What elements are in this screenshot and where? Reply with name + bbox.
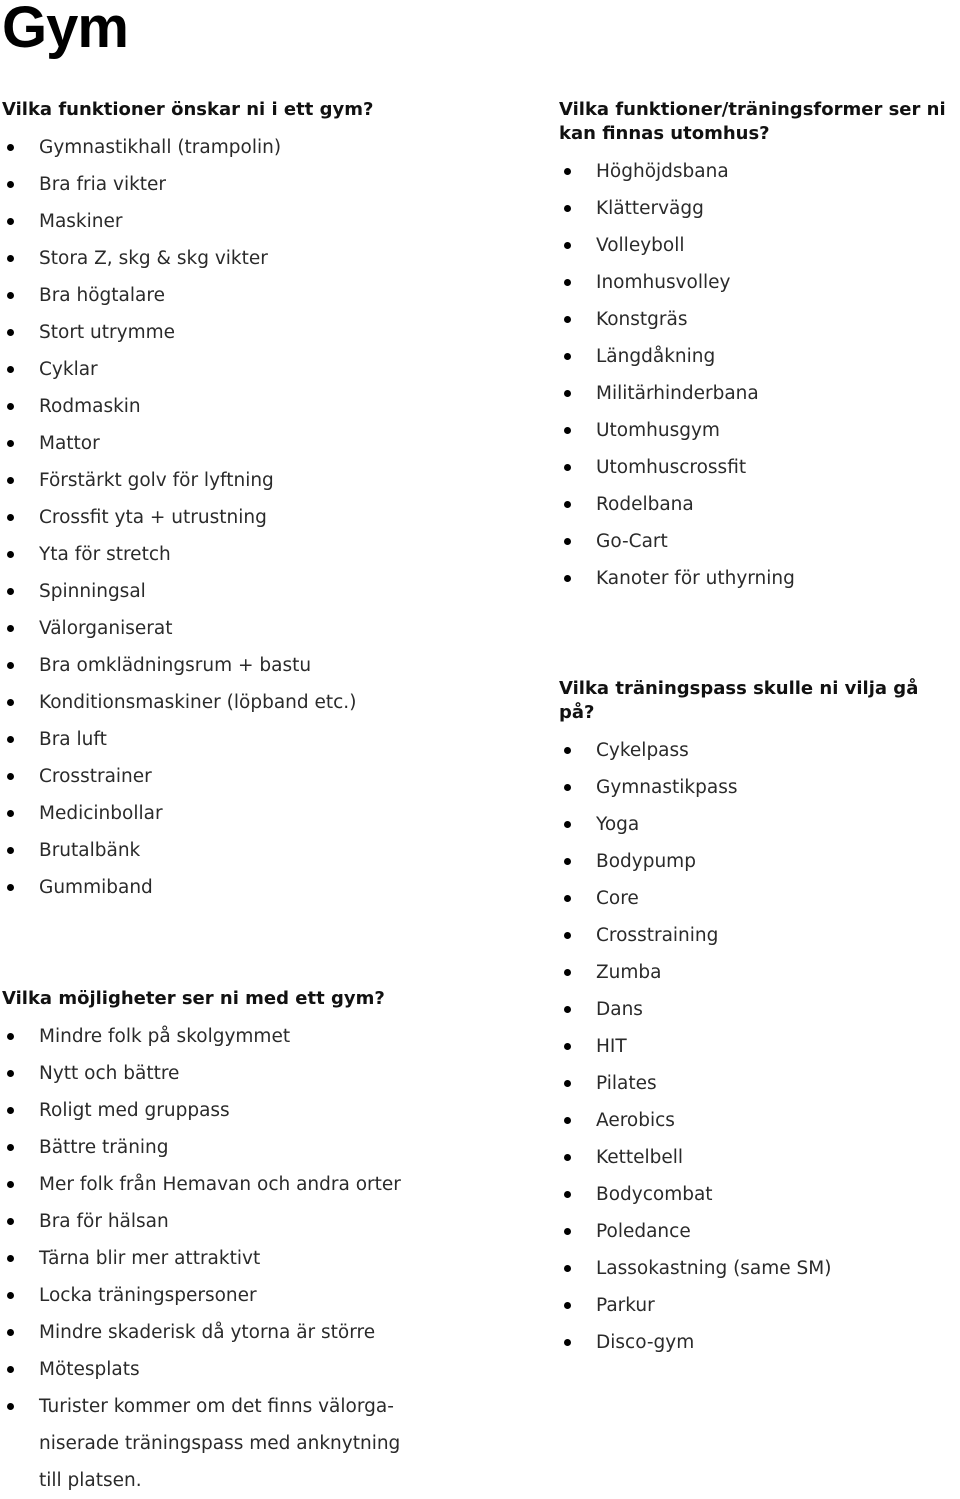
list-item: Bra högtalare (2, 277, 542, 314)
list-item: Längdåkning (559, 338, 959, 375)
list-item: Yoga (559, 806, 959, 843)
list-item: Locka träningspersoner (2, 1277, 542, 1314)
list-item: Zumba (559, 954, 959, 991)
list-item: Medicinbollar (2, 795, 542, 832)
list-item: Mötesplats (2, 1351, 542, 1388)
list-item: Go-Cart (559, 523, 959, 560)
list-item: Spinningsal (2, 573, 542, 610)
bullet-list-tail (2, 1388, 542, 1499)
list-item: Höghöjdsbana (559, 153, 959, 190)
list-item: Cyklar (2, 351, 542, 388)
section-training-classes (559, 677, 959, 1361)
bullet-list (2, 1018, 542, 1388)
list-item: Kanoter för uthyrning (559, 560, 959, 597)
list-item-line: till platsen. (39, 1470, 142, 1491)
list-item: Utomhuscrossfit (559, 449, 959, 486)
list-item: Konstgräs (559, 301, 959, 338)
section-heading: Vilka funktioner/träningsformer ser ni kan finnas utomhus? (559, 99, 946, 144)
list-item: Cykelpass (559, 732, 959, 769)
list-item: Crossfit yta + utrustning (2, 499, 542, 536)
list-item: Klättervägg (559, 190, 959, 227)
list-item: Bodypump (559, 843, 959, 880)
list-item-line: niserade träningspass med anknytning (39, 1433, 401, 1454)
list-item: Stora Z, skg & skg vikter (2, 240, 542, 277)
list-item: Roligt med gruppass (2, 1092, 542, 1129)
list-item: Gymnastikhall (trampolin) (2, 129, 542, 166)
list-item: Dans (559, 991, 959, 1028)
section-gym-possibilities (2, 987, 542, 1499)
bullet-list (559, 153, 959, 597)
list-item (2, 1388, 542, 1499)
list-item: Tärna blir mer attraktivt (2, 1240, 542, 1277)
bullet-list (2, 129, 542, 906)
bullet-list (559, 732, 959, 1361)
list-item: Crosstraining (559, 917, 959, 954)
section-heading: Vilka möjligheter ser ni med ett gym? (2, 988, 385, 1009)
list-item: Mindre folk på skolgymmet (2, 1018, 542, 1055)
list-item: Yta för stretch (2, 536, 542, 573)
list-item: Gymnastikpass (559, 769, 959, 806)
list-item: Bra luft (2, 721, 542, 758)
list-item: Konditionsmaskiner (löpband etc.) (2, 684, 542, 721)
list-item: Brutalbänk (2, 832, 542, 869)
list-item: Core (559, 880, 959, 917)
list-item: Gummiband (2, 869, 542, 906)
list-item: Crosstrainer (2, 758, 542, 795)
list-item-line: Turister kommer om det finns välorga- (39, 1396, 394, 1417)
list-item: Nytt och bättre (2, 1055, 542, 1092)
list-item: Poledance (559, 1213, 959, 1250)
list-item: Rodelbana (559, 486, 959, 523)
section-heading: Vilka träningspass skulle ni vilja gå på? (559, 678, 919, 723)
list-item: Bodycombat (559, 1176, 959, 1213)
list-item: Stort utrymme (2, 314, 542, 351)
page-title: Gym (2, 0, 128, 60)
list-item: Mattor (2, 425, 542, 462)
list-item: Disco-gym (559, 1324, 959, 1361)
list-item: Välorganiserat (2, 610, 542, 647)
list-item: Inomhusvolley (559, 264, 959, 301)
list-item: Bättre träning (2, 1129, 542, 1166)
list-item: Utomhusgym (559, 412, 959, 449)
list-item: Kettelbell (559, 1139, 959, 1176)
list-item: Volleyboll (559, 227, 959, 264)
section-heading: Vilka funktioner önskar ni i ett gym? (2, 99, 374, 120)
section-gym-functions (2, 98, 542, 906)
list-item: Bra för hälsan (2, 1203, 542, 1240)
list-item: Parkur (559, 1287, 959, 1324)
list-item: Bra omklädningsrum + bastu (2, 647, 542, 684)
list-item: Bra fria vikter (2, 166, 542, 203)
section-outdoor-training (559, 98, 959, 597)
list-item: Rodmaskin (2, 388, 542, 425)
list-item: Förstärkt golv för lyftning (2, 462, 542, 499)
list-item: Mer folk från Hemavan och andra orter (2, 1166, 542, 1203)
list-item: HIT (559, 1028, 959, 1065)
list-item: Mindre skaderisk då ytorna är större (2, 1314, 542, 1351)
list-item: Lassokastning (same SM) (559, 1250, 959, 1287)
list-item: Militärhinderbana (559, 375, 959, 412)
list-item: Aerobics (559, 1102, 959, 1139)
list-item: Pilates (559, 1065, 959, 1102)
list-item: Maskiner (2, 203, 542, 240)
